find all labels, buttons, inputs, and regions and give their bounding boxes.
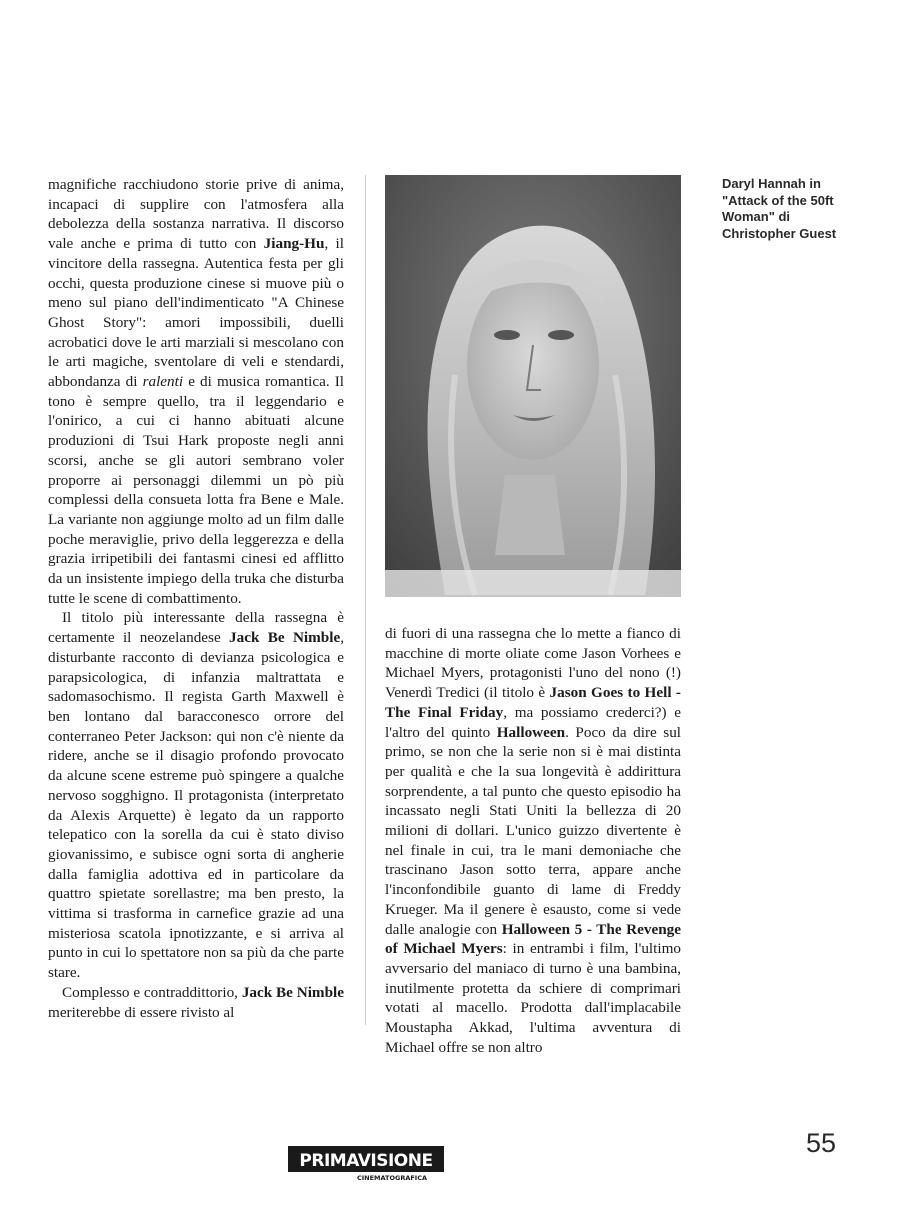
page-number: 55 [806, 1128, 837, 1158]
column-divider [365, 175, 366, 1025]
paragraph: di fuori di una rassegna che lo mette a fianco di macchine di morte oliate come Jason Vorhees e Michael Myers, protagonisti l'uno del nono (!) Venerdì Tredici (il titolo è Jason Goes to Hell - The Final Friday, ma possiamo crederci?) e l'altro del quinto Halloween. Poco da dire sul primo, se non che la serie non si è mai distinta per qualità e che la sua longevità è addirittura sorprendente, a tal punto che questo episodio ha incassato negli Stati Uniti la bellezza di 20 milioni di dollari. L'unico guizzo divertente è nel finale in cui, tra le mani demoniache che trascinano Jason sotto terra, appare anche l'inconfondibile guanto di lame di Freddy Krueger. Ma il genere è esausto, come si vede dalle analogie con Halloween 5 - The Revenge of Michael Myers: in entrambi i film, l'ultimo avversario del maniaco di turno è una bambina, inutilmente protetta da schiere di comprimari votati al macello. Prodotta dall'implacabile Moustapha Akkad, l'ultima avventura di Michael offre se non altro [385, 625, 682, 1056]
article-column-middle [385, 624, 681, 1057]
primavisione-logo [288, 1142, 448, 1184]
portrait-image [385, 175, 681, 597]
actress-photo [385, 175, 681, 597]
photo-caption: Daryl Hannah in "Attack of the 50ft Woman" di Christopher Guest [722, 176, 837, 241]
film-title: Jiang-Hu [263, 235, 325, 253]
paragraph: magnifiche racchiudono storie prive di anima, incapaci di supplire con l'atmosfera alla debolezza della sostanza narrativa. Il discorso vale anche e prima di tutto con Jiang-Hu, il vincitore della rassegna. Autentica festa per gli occhi, questa produzione cinese si muove più o meno sul piano dell'indimenticato "A Chinese Ghost Story": amori impossibili, duelli acrobatici dove le arti marziali si mescolano con le arti magiche, sventolare di veli e stendardi, abbondanza di ralenti e di musica romantica. Il tono è sempre quello, tra il leggendario e l'onirico, a cui ci hanno abituati alcune produzioni di Tsui Hark proposte negli anni scorsi, anche se gli autori sembrano voler proporre ai personaggi dilemmi un pò più complessi della consueta lotta fra Bene e Male. La variante non aggiunge molto ad un film dalle poche meraviglie, privo della leggerezza e della grazia irripetibili dei fantasmi cinesi ed afflitto da un insistente impiego della truka che disturba tutte le scene di combattimento. [48, 176, 345, 607]
film-title: Jack Be Nimble [241, 983, 344, 1001]
film-title: Jack Be Nimble [229, 629, 341, 647]
film-title: Halloween [496, 723, 566, 741]
film-title: Halloween 5 - The Revenge of Michael Myers [385, 920, 682, 958]
italic-term: ralenti [142, 373, 184, 391]
paragraph: Complesso e contraddittorio, Jack Be Nimble meriterebbe di essere rivisto al [48, 983, 344, 1021]
film-title: Jason Goes to Hell - The Final Friday [385, 684, 681, 721]
article-column-left [48, 175, 344, 1022]
logo-sub-text: CINEMATOGRAFICA [356, 1174, 428, 1182]
logo-main-text: PRIMAVISIONE [299, 1151, 433, 1171]
paragraph: Il titolo più interessante della rassegna è certamente il neozelandese Jack Be Nimble, disturbante racconto di devianza psicologica e parapsicologica, di infanzia maltrattata e sadomasochismo. Il regista Garth Maxwell è ben lontano dal baracconesco orrore del conterraneo Peter Jackson: qui non c'è niente da ridere, anche se il disagio profondo provocato da alcune scene estreme può spingere a qualche nervoso sogghigno. Il protagonista (interpretato da Alexis Arquette) è legato da un rapporto telepatico con la sorella da cui è stato diviso giovanissimo, e subisce ogni sorta di angherie dalla famiglia adottiva ed in particolare da quattro spietate sorellastre; ma ben presto, la vittima si trasforma in carnefice grazie ad una misteriosa scatola ipnotizzante, e si arriva al punto in cui lo spettatore non sa più da che parte stare. [48, 609, 345, 982]
